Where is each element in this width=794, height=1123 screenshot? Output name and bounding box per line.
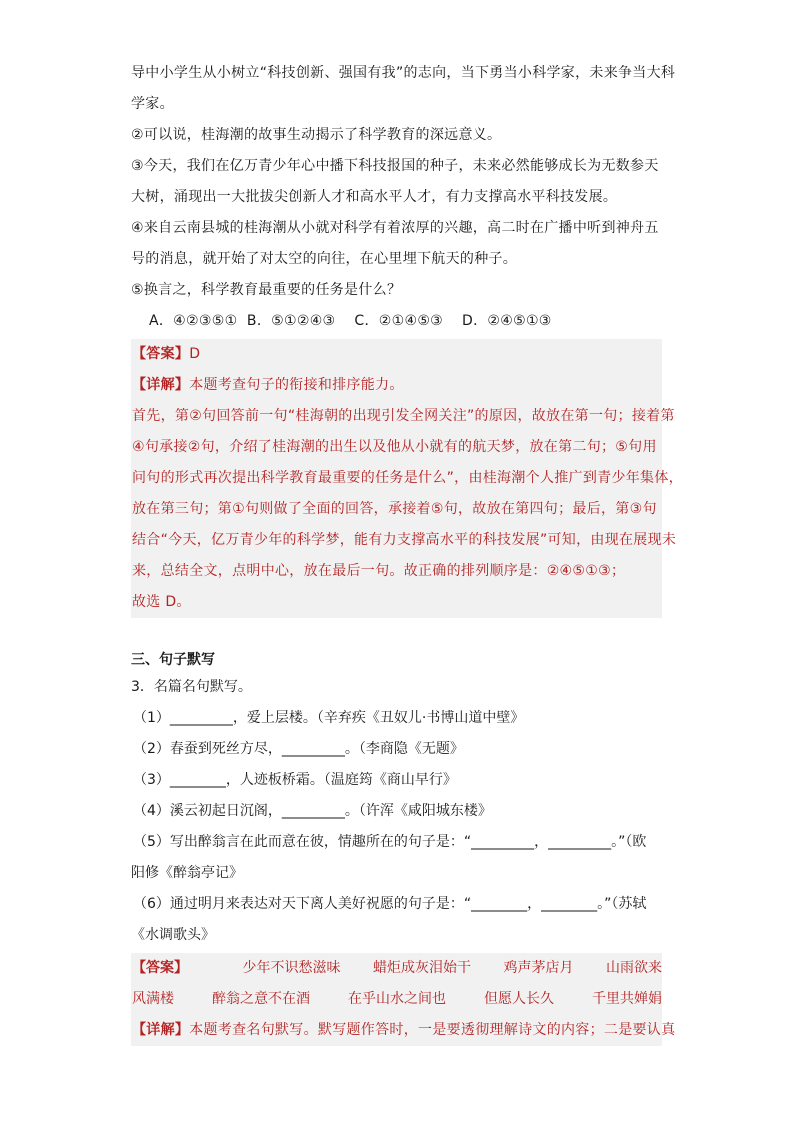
answer-item: 但愿人长久 <box>484 991 554 1007</box>
detail-text-line: 放在第三句；第①句则做了全面的回答，承接着⑤句，故放在第四句；最后，第③句 <box>132 501 657 517</box>
fill-item: （3）________，人迹板桥霜。（温庭筠《商山早行》 <box>133 772 457 788</box>
answer-item: 蜡炬成灰泪始干 <box>373 960 471 976</box>
answer-label: 【答案】 <box>132 960 188 976</box>
q3-answer-box <box>131 953 676 1046</box>
q2-answer-box <box>131 339 683 618</box>
answer-item: 千里共婵娟 <box>592 991 662 1007</box>
section-title: 三、句子默写 <box>131 652 215 668</box>
fill-item-continued: 《水调歌头》 <box>131 927 215 943</box>
answer-item: 鸡声茅店月 <box>503 960 574 976</box>
detail-text-line: 结合“今天，亿万青少年的科学梦，能有力支撑高水平的科技发展”可知，由现在展现未 <box>132 532 677 548</box>
passage <box>131 58 676 337</box>
detail-text-line: 来，总结全文，点明中心，放在最后一句。故正确的排列顺序是：②④⑤①③； <box>132 563 626 579</box>
detail-text: 本题考查名句默写。默写题作答时，一是要透彻理解诗文的内容；二是要认真 <box>189 1022 676 1038</box>
answer-item: 在乎山水之间也 <box>348 991 446 1007</box>
answer-line <box>132 339 662 370</box>
answer-item: 风满楼 <box>132 991 174 1007</box>
answer-item: 少年不识愁滋味 <box>242 960 341 976</box>
detail-text-line: 故选 D。 <box>132 594 191 610</box>
spacer <box>131 618 662 648</box>
passage-line: ④来自云南县城的桂海潮从小就对科学有着浓厚的兴趣，高二时在广播中听到神舟五 <box>131 220 659 236</box>
answer-label: 【答案】 <box>132 346 190 362</box>
detail-text-line: ④句承接②句，介绍了桂海潮的出生以及他从小就有的航天梦，放在第二句；⑤句用 <box>132 439 657 455</box>
passage-line: 大树，涌现出一大批拔尖创新人才和高水平人才，有力支撑高水平科技发展。 <box>131 189 618 205</box>
answer-item: 醉翁之意不在酒 <box>212 991 310 1007</box>
fill-item: （1）_________，爱上层楼。（辛弃疾《丑奴儿·书博山道中壁》 <box>133 710 525 726</box>
passage-line: ②可以说，桂海潮的故事生动揭示了科学教育的深远意义。 <box>131 127 502 143</box>
document-page <box>131 58 683 1046</box>
fill-item-continued: 阳修《醉翁亭记》 <box>131 865 243 881</box>
fill-item: （4）溪云初起日沉阁，_________。（许浑《咸阳城东楼》 <box>133 803 492 819</box>
detail-label: 【详解】 <box>132 1022 190 1038</box>
passage-line: 学家。 <box>131 96 174 112</box>
passage-line: 号的消息，就开始了对太空的向往，在心里埋下航天的种子。 <box>131 251 518 267</box>
answer-row <box>132 953 662 984</box>
passage-line: ⑤换言之，科学教育最重要的任务是什么？ <box>131 282 402 298</box>
passage-line: 导中小学生从小树立“科技创新、强国有我”的志向，当下勇当小科学家，未来争当大科 <box>131 65 676 81</box>
fill-item: （2）春蚕到死丝方尽，_________。（李商隐《无题》 <box>133 741 464 757</box>
detail-intro: 本题考查句子的衔接和排序能力。 <box>189 377 404 393</box>
question-stem: 3．名篇名句默写。 <box>131 679 252 695</box>
fill-item: （5）写出醉翁言在此而意在彼，情趣所在的句子是：“_________，_________。”（欧 <box>133 834 647 850</box>
answer-row <box>132 984 662 1015</box>
detail-line <box>132 1015 676 1046</box>
section-3 <box>131 648 662 951</box>
detail-text-line: 问句的形式再次提出科学教育最重要的任务是什么”，由桂海潮个人推广到青少年集体， <box>132 470 683 486</box>
passage-line: ③今天，我们在亿万青少年心中播下科技报国的种子，未来必然能够成长为无数参天 <box>131 158 659 174</box>
answer-value: D <box>189 346 201 362</box>
detail-text-line: 首先，第②句回答前一句“桂海朝的出现引发全网关注”的原因，故放在第一句；接着第 <box>132 408 675 424</box>
detail-label: 【详解】 <box>132 377 190 393</box>
answer-item: 山雨欲来 <box>606 960 662 976</box>
detail-line <box>132 370 662 401</box>
answer-options: A．④②③⑤① B．⑤①②④③ C．②①④⑤③ D．②④⑤①③ <box>149 313 552 329</box>
fill-item: （6）通过明月来表达对天下离人美好祝愿的句子是：“________，________。”（苏轼 <box>133 896 647 912</box>
